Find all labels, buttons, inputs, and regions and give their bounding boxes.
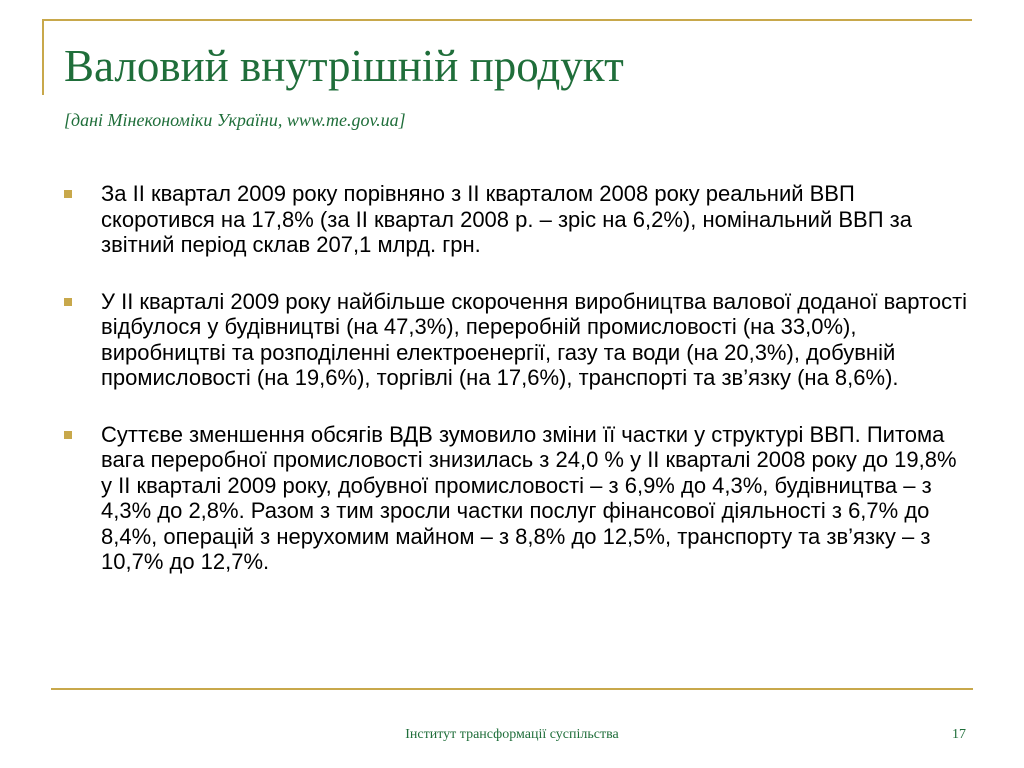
footer-organization: Інститут трансформації суспільства	[405, 727, 619, 742]
bullet-text: У II кварталі 2009 року найбільше скорочення виробництва валової доданої вартості відбулося у будівництві (на 47,3%), переробній промисловості (на 33,0%), виробництві та розподіленні електроенергії, газу та води (на 20,3%), добувній промисловості (на 19,6%), торгівлі (на 17,6%), транспорті та зв’язку (на 8,6%).	[101, 288, 968, 390]
bullet-item	[64, 181, 969, 258]
bullet-text: Суттєве зменшення обсягів ВДВ зумовило зміни її частки у структурі ВВП. Питома вага переробної промисловості знизилась з 24,0 % у II кварталі 2008 року до 19,8% у II кварталі 2009 року, добувної промисловості – з 6,9% до 4,3%, будівництва – з 4,3% до 2,8%. Разом з тим зросли частки послуг фінансової діяльності з 6,7% до 8,4%, операцій з нерухомим майном – з 8,8% до 12,5%, транспорту та зв’язку – з 10,7% до 12,7%.	[101, 421, 957, 574]
bullet-text: За II квартал 2009 року порівняно з II кварталом 2008 року реальний ВВП скоротився на 17,8% (за II квартал 2008 р. – зріс на 6,2%), номінальний ВВП за звітний період склав 207,1 млрд. грн.	[101, 181, 912, 257]
bullet-item	[64, 289, 969, 391]
square-bullet-icon	[64, 431, 72, 439]
square-bullet-icon	[64, 298, 72, 306]
frame-left-line	[42, 19, 44, 95]
footer-divider	[51, 688, 973, 690]
slide-title: Валовий внутрішній продукт	[64, 41, 624, 91]
square-bullet-icon	[64, 190, 72, 198]
page-number: 17	[952, 727, 966, 742]
slide-subtitle: [дані Мінекономіки України, www.me.gov.ua]	[64, 110, 406, 130]
bullet-list	[64, 181, 969, 606]
frame-top-line	[42, 19, 972, 21]
bullet-item	[64, 422, 969, 575]
